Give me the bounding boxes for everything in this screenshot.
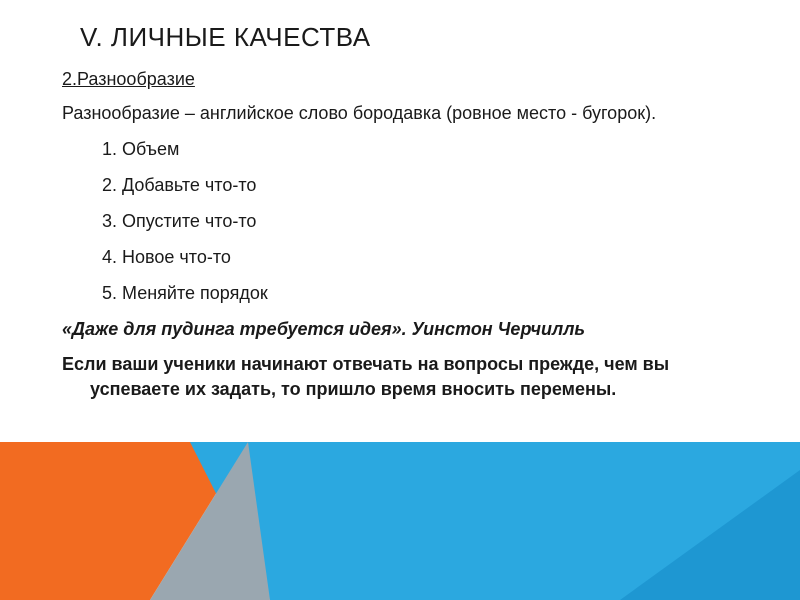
section-subheading: 2.Разнообразие xyxy=(62,69,195,89)
slide-title: V. ЛИЧНЫЕ КАЧЕСТВА xyxy=(80,22,371,52)
definition-paragraph: Разнообразие – английское слово бородавка (ровное место - бугорок). xyxy=(62,103,657,123)
list-item-5: 5. Меняйте порядок xyxy=(102,283,268,303)
list-item-3: 3. Опустите что-то xyxy=(102,211,257,231)
closing-paragraph: Если ваши ученики начинают отвечать на вопросы прежде, чем вы успеваете их задать, то пришло время вносить перемены. xyxy=(62,354,670,399)
churchill-quote: «Даже для пудинга требуется идея». Уинстон Черчилль xyxy=(62,319,586,339)
slide-body xyxy=(62,66,742,412)
list-item-1: 1. Объем xyxy=(102,139,180,159)
list-item-4: 4. Новое что-то xyxy=(102,247,231,267)
list-item-2: 2. Добавьте что-то xyxy=(102,175,257,195)
